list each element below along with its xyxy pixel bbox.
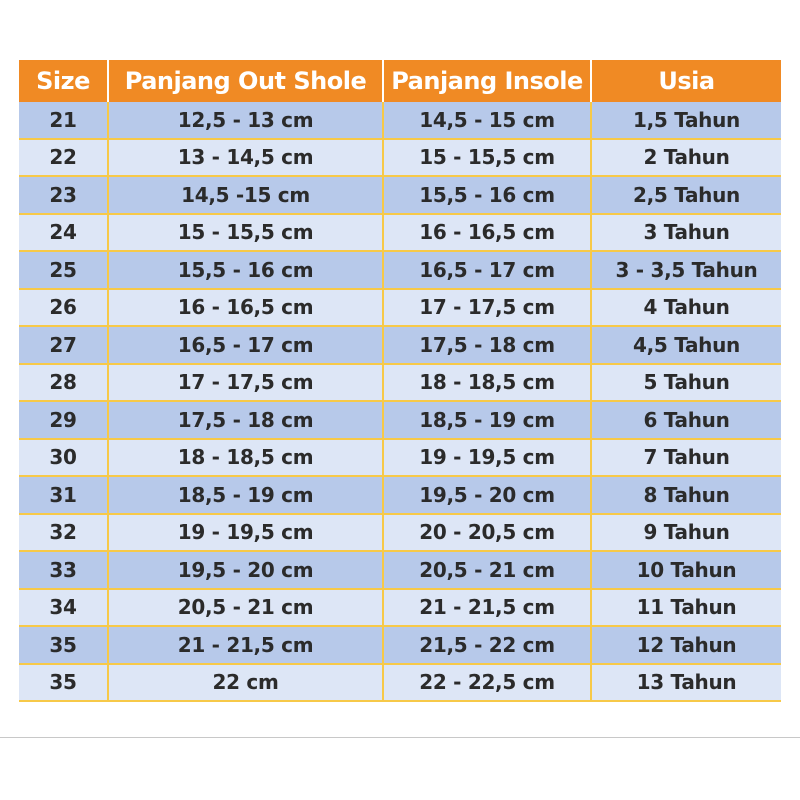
header-size: Size	[19, 60, 108, 102]
table-row	[19, 589, 781, 627]
cell-size: 26	[19, 289, 108, 327]
cell-size: 29	[19, 401, 108, 439]
cell-age: 7 Tahun	[591, 439, 781, 477]
cell-insole-length: 21,5 - 22 cm	[383, 626, 591, 664]
cell-insole-length: 18 - 18,5 cm	[383, 364, 591, 402]
cell-age: 1,5 Tahun	[591, 102, 781, 139]
cell-outsole-length: 22 cm	[108, 664, 383, 702]
table-row	[19, 364, 781, 402]
cell-insole-length: 20,5 - 21 cm	[383, 551, 591, 589]
size-chart-table	[19, 60, 781, 702]
cell-age: 3 Tahun	[591, 214, 781, 252]
cell-insole-length: 17 - 17,5 cm	[383, 289, 591, 327]
cell-insole-length: 19,5 - 20 cm	[383, 476, 591, 514]
cell-size: 33	[19, 551, 108, 589]
cell-insole-length: 19 - 19,5 cm	[383, 439, 591, 477]
table-row	[19, 289, 781, 327]
cell-age: 2 Tahun	[591, 139, 781, 177]
cell-size: 32	[19, 514, 108, 552]
cell-size: 31	[19, 476, 108, 514]
cell-age: 10 Tahun	[591, 551, 781, 589]
cell-insole-length: 22 - 22,5 cm	[383, 664, 591, 702]
cell-insole-length: 16,5 - 17 cm	[383, 251, 591, 289]
table-row	[19, 401, 781, 439]
table-row	[19, 176, 781, 214]
cell-age: 2,5 Tahun	[591, 176, 781, 214]
cell-outsole-length: 20,5 - 21 cm	[108, 589, 383, 627]
cell-size: 30	[19, 439, 108, 477]
cell-age: 12 Tahun	[591, 626, 781, 664]
cell-age: 3 - 3,5 Tahun	[591, 251, 781, 289]
cell-outsole-length: 19,5 - 20 cm	[108, 551, 383, 589]
header-outsole-length: Panjang Out Shole	[108, 60, 383, 102]
cell-age: 6 Tahun	[591, 401, 781, 439]
cell-size: 35	[19, 664, 108, 702]
cell-outsole-length: 16 - 16,5 cm	[108, 289, 383, 327]
cell-insole-length: 17,5 - 18 cm	[383, 326, 591, 364]
cell-outsole-length: 17 - 17,5 cm	[108, 364, 383, 402]
cell-insole-length: 14,5 - 15 cm	[383, 102, 591, 139]
table-row	[19, 664, 781, 702]
cell-insole-length: 20 - 20,5 cm	[383, 514, 591, 552]
header-insole-length: Panjang Insole	[383, 60, 591, 102]
table-row	[19, 439, 781, 477]
cell-outsole-length: 21 - 21,5 cm	[108, 626, 383, 664]
cell-size: 21	[19, 102, 108, 139]
cell-size: 24	[19, 214, 108, 252]
cell-insole-length: 15 - 15,5 cm	[383, 139, 591, 177]
cell-outsole-length: 14,5 -15 cm	[108, 176, 383, 214]
cell-size: 34	[19, 589, 108, 627]
cell-outsole-length: 16,5 - 17 cm	[108, 326, 383, 364]
cell-outsole-length: 12,5 - 13 cm	[108, 102, 383, 139]
cell-age: 11 Tahun	[591, 589, 781, 627]
cell-outsole-length: 18,5 - 19 cm	[108, 476, 383, 514]
cell-outsole-length: 18 - 18,5 cm	[108, 439, 383, 477]
header-age: Usia	[591, 60, 781, 102]
cell-age: 8 Tahun	[591, 476, 781, 514]
cell-size: 25	[19, 251, 108, 289]
cell-age: 4,5 Tahun	[591, 326, 781, 364]
table-header	[19, 60, 781, 102]
cell-insole-length: 21 - 21,5 cm	[383, 589, 591, 627]
cell-age: 4 Tahun	[591, 289, 781, 327]
table-row	[19, 514, 781, 552]
cell-size: 28	[19, 364, 108, 402]
cell-age: 9 Tahun	[591, 514, 781, 552]
table-row	[19, 551, 781, 589]
cell-age: 5 Tahun	[591, 364, 781, 402]
cell-outsole-length: 15,5 - 16 cm	[108, 251, 383, 289]
table-row	[19, 139, 781, 177]
cell-outsole-length: 15 - 15,5 cm	[108, 214, 383, 252]
bottom-divider	[0, 737, 800, 738]
cell-outsole-length: 19 - 19,5 cm	[108, 514, 383, 552]
table-row	[19, 626, 781, 664]
cell-age: 13 Tahun	[591, 664, 781, 702]
cell-insole-length: 16 - 16,5 cm	[383, 214, 591, 252]
cell-outsole-length: 17,5 - 18 cm	[108, 401, 383, 439]
header-row	[19, 60, 781, 102]
cell-size: 22	[19, 139, 108, 177]
table-row	[19, 214, 781, 252]
table-body	[19, 102, 781, 701]
cell-outsole-length: 13 - 14,5 cm	[108, 139, 383, 177]
cell-size: 27	[19, 326, 108, 364]
table-row	[19, 102, 781, 139]
table-row	[19, 476, 781, 514]
cell-size: 35	[19, 626, 108, 664]
cell-insole-length: 15,5 - 16 cm	[383, 176, 591, 214]
table-row	[19, 326, 781, 364]
cell-insole-length: 18,5 - 19 cm	[383, 401, 591, 439]
cell-size: 23	[19, 176, 108, 214]
table-row	[19, 251, 781, 289]
